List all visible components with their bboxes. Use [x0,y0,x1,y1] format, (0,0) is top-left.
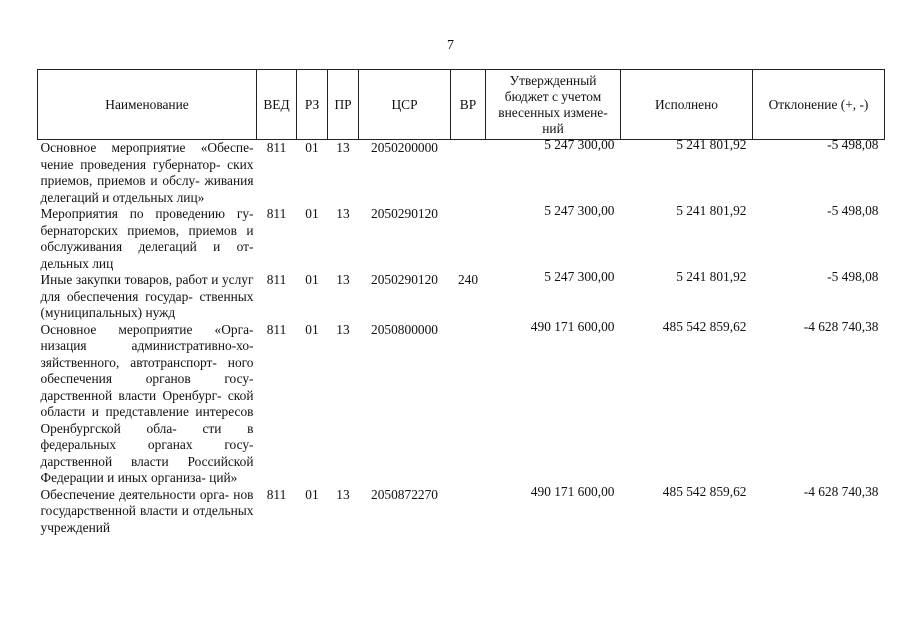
header-csr: ЦСР [359,70,451,140]
row-approved: 5 247 300,00 [544,269,615,284]
row-executed: 485 542 859,62 [662,318,747,334]
header-deviation: Отклонение (+, -) [753,70,885,140]
row-deviation: -5 498,08 [827,137,879,152]
header-executed: Исполнено [621,70,753,140]
row-rz: 01 [305,486,319,502]
row-ved: 811 [266,321,287,337]
row-vr [451,322,486,487]
budget-execution-table [37,69,885,536]
table-header-row [38,70,885,140]
header-pr: ПР [328,70,359,140]
row-pr: 13 [336,321,350,337]
row-rz: 01 [305,272,319,287]
row-approved: 490 171 600,00 [530,483,615,499]
row-name: Обеспечение деятельности орга- нов государственной власти и отдельных учреждений [40,486,254,535]
row-approved: 490 171 600,00 [530,318,615,334]
row-csr: 2050290120 [371,272,438,287]
row-executed: 5 241 801,92 [676,203,747,218]
row-rz: 01 [305,321,319,337]
row-deviation: -5 498,08 [827,269,879,284]
row-ved: 811 [266,272,287,287]
row-csr: 2050290120 [371,206,438,221]
row-vr [451,487,486,537]
row-ved: 811 [266,206,287,221]
row-rz: 01 [305,140,319,155]
table-row [38,140,885,207]
header-approved-budget: Утвержденный бюджет с учетом внесенных измене- ний [486,70,621,140]
row-csr: 2050200000 [371,140,438,155]
row-name: Иные закупки товаров, работ и услуг для обеспечения государ- ственных (муниципальных) нужд [40,272,254,320]
row-deviation: -5 498,08 [827,203,879,218]
table-row [38,322,885,487]
header-rz: РЗ [297,70,328,140]
row-pr: 13 [336,206,350,221]
row-executed: 5 241 801,92 [676,137,747,152]
row-pr: 13 [336,140,350,155]
row-rz: 01 [305,206,319,221]
row-name: Мероприятия по проведению гу- бернаторских приемов, приемов и обслуживания делегаций и от- дельных лиц [40,206,254,271]
row-pr: 13 [336,272,350,287]
row-name: Основное мероприятие «Орга- низация административно-хо- зяйственного, автотранспорт- ного обеспечения органов госу- дарственной власти Оренбург- ской области и представление интересов Оренбургской обла- сти в федеральных органах госу- дарственной власти Российской Федерации и иных организа- ций» [40,321,254,485]
row-executed: 485 542 859,62 [662,483,747,499]
row-pr: 13 [336,486,350,502]
row-vr: 240 [457,272,479,287]
row-vr [451,140,486,207]
row-name: Основное мероприятие «Обеспе- чение проведения губернатор- ских приемов, приемов и обслу- живания делегаций и отдельных лиц» [40,140,254,205]
table-row [38,272,885,322]
row-approved: 5 247 300,00 [544,137,615,152]
row-ved: 811 [266,486,287,502]
table-row [38,487,885,537]
header-vr: ВР [451,70,486,140]
row-csr: 2050800000 [371,321,438,337]
row-ved: 811 [266,140,287,155]
page-number: 7 [447,38,454,53]
row-csr: 2050872270 [371,486,438,502]
header-name: Наименование [38,70,257,140]
row-approved: 5 247 300,00 [544,203,615,218]
header-ved: ВЕД [257,70,297,140]
row-vr [451,206,486,272]
row-deviation: -4 628 740,38 [803,318,879,334]
row-executed: 5 241 801,92 [676,269,747,284]
row-deviation: -4 628 740,38 [803,483,879,499]
table-row [38,206,885,272]
